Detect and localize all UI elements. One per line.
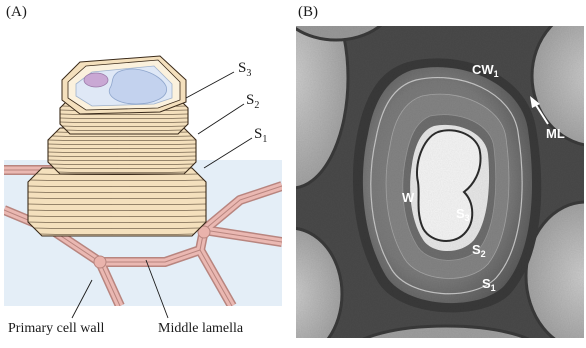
label-primary-cell-wall: Primary cell wall [8, 321, 105, 336]
cell-wall-diagram [0, 0, 292, 348]
label-micro-s1: $S_1$ [482, 276, 496, 293]
label-s1: $S_1$ [254, 126, 268, 145]
label-middle-lamella: Middle lamella [158, 321, 244, 336]
label-micro-s2: $S_2$ [472, 242, 486, 259]
label-ml: ML [546, 126, 565, 141]
tier-s2 [48, 128, 196, 174]
label-s2: $S_2$ [246, 92, 260, 111]
label-s3: $S_3$ [238, 60, 252, 79]
micrograph-lumen [417, 130, 481, 241]
tier-s1 [28, 168, 206, 236]
label-w: W [402, 190, 415, 205]
panel-a-label: (A) [6, 4, 27, 20]
micrograph [296, 26, 584, 338]
cell-wall-stack [28, 98, 206, 236]
label-cw1: $CW_1$ [472, 62, 499, 79]
cell-top [62, 56, 186, 114]
micrograph-image [296, 26, 584, 338]
label-micro-s3: $S_3$ [456, 206, 470, 223]
panel-b-label: (B) [298, 4, 318, 20]
nucleus [84, 73, 108, 87]
